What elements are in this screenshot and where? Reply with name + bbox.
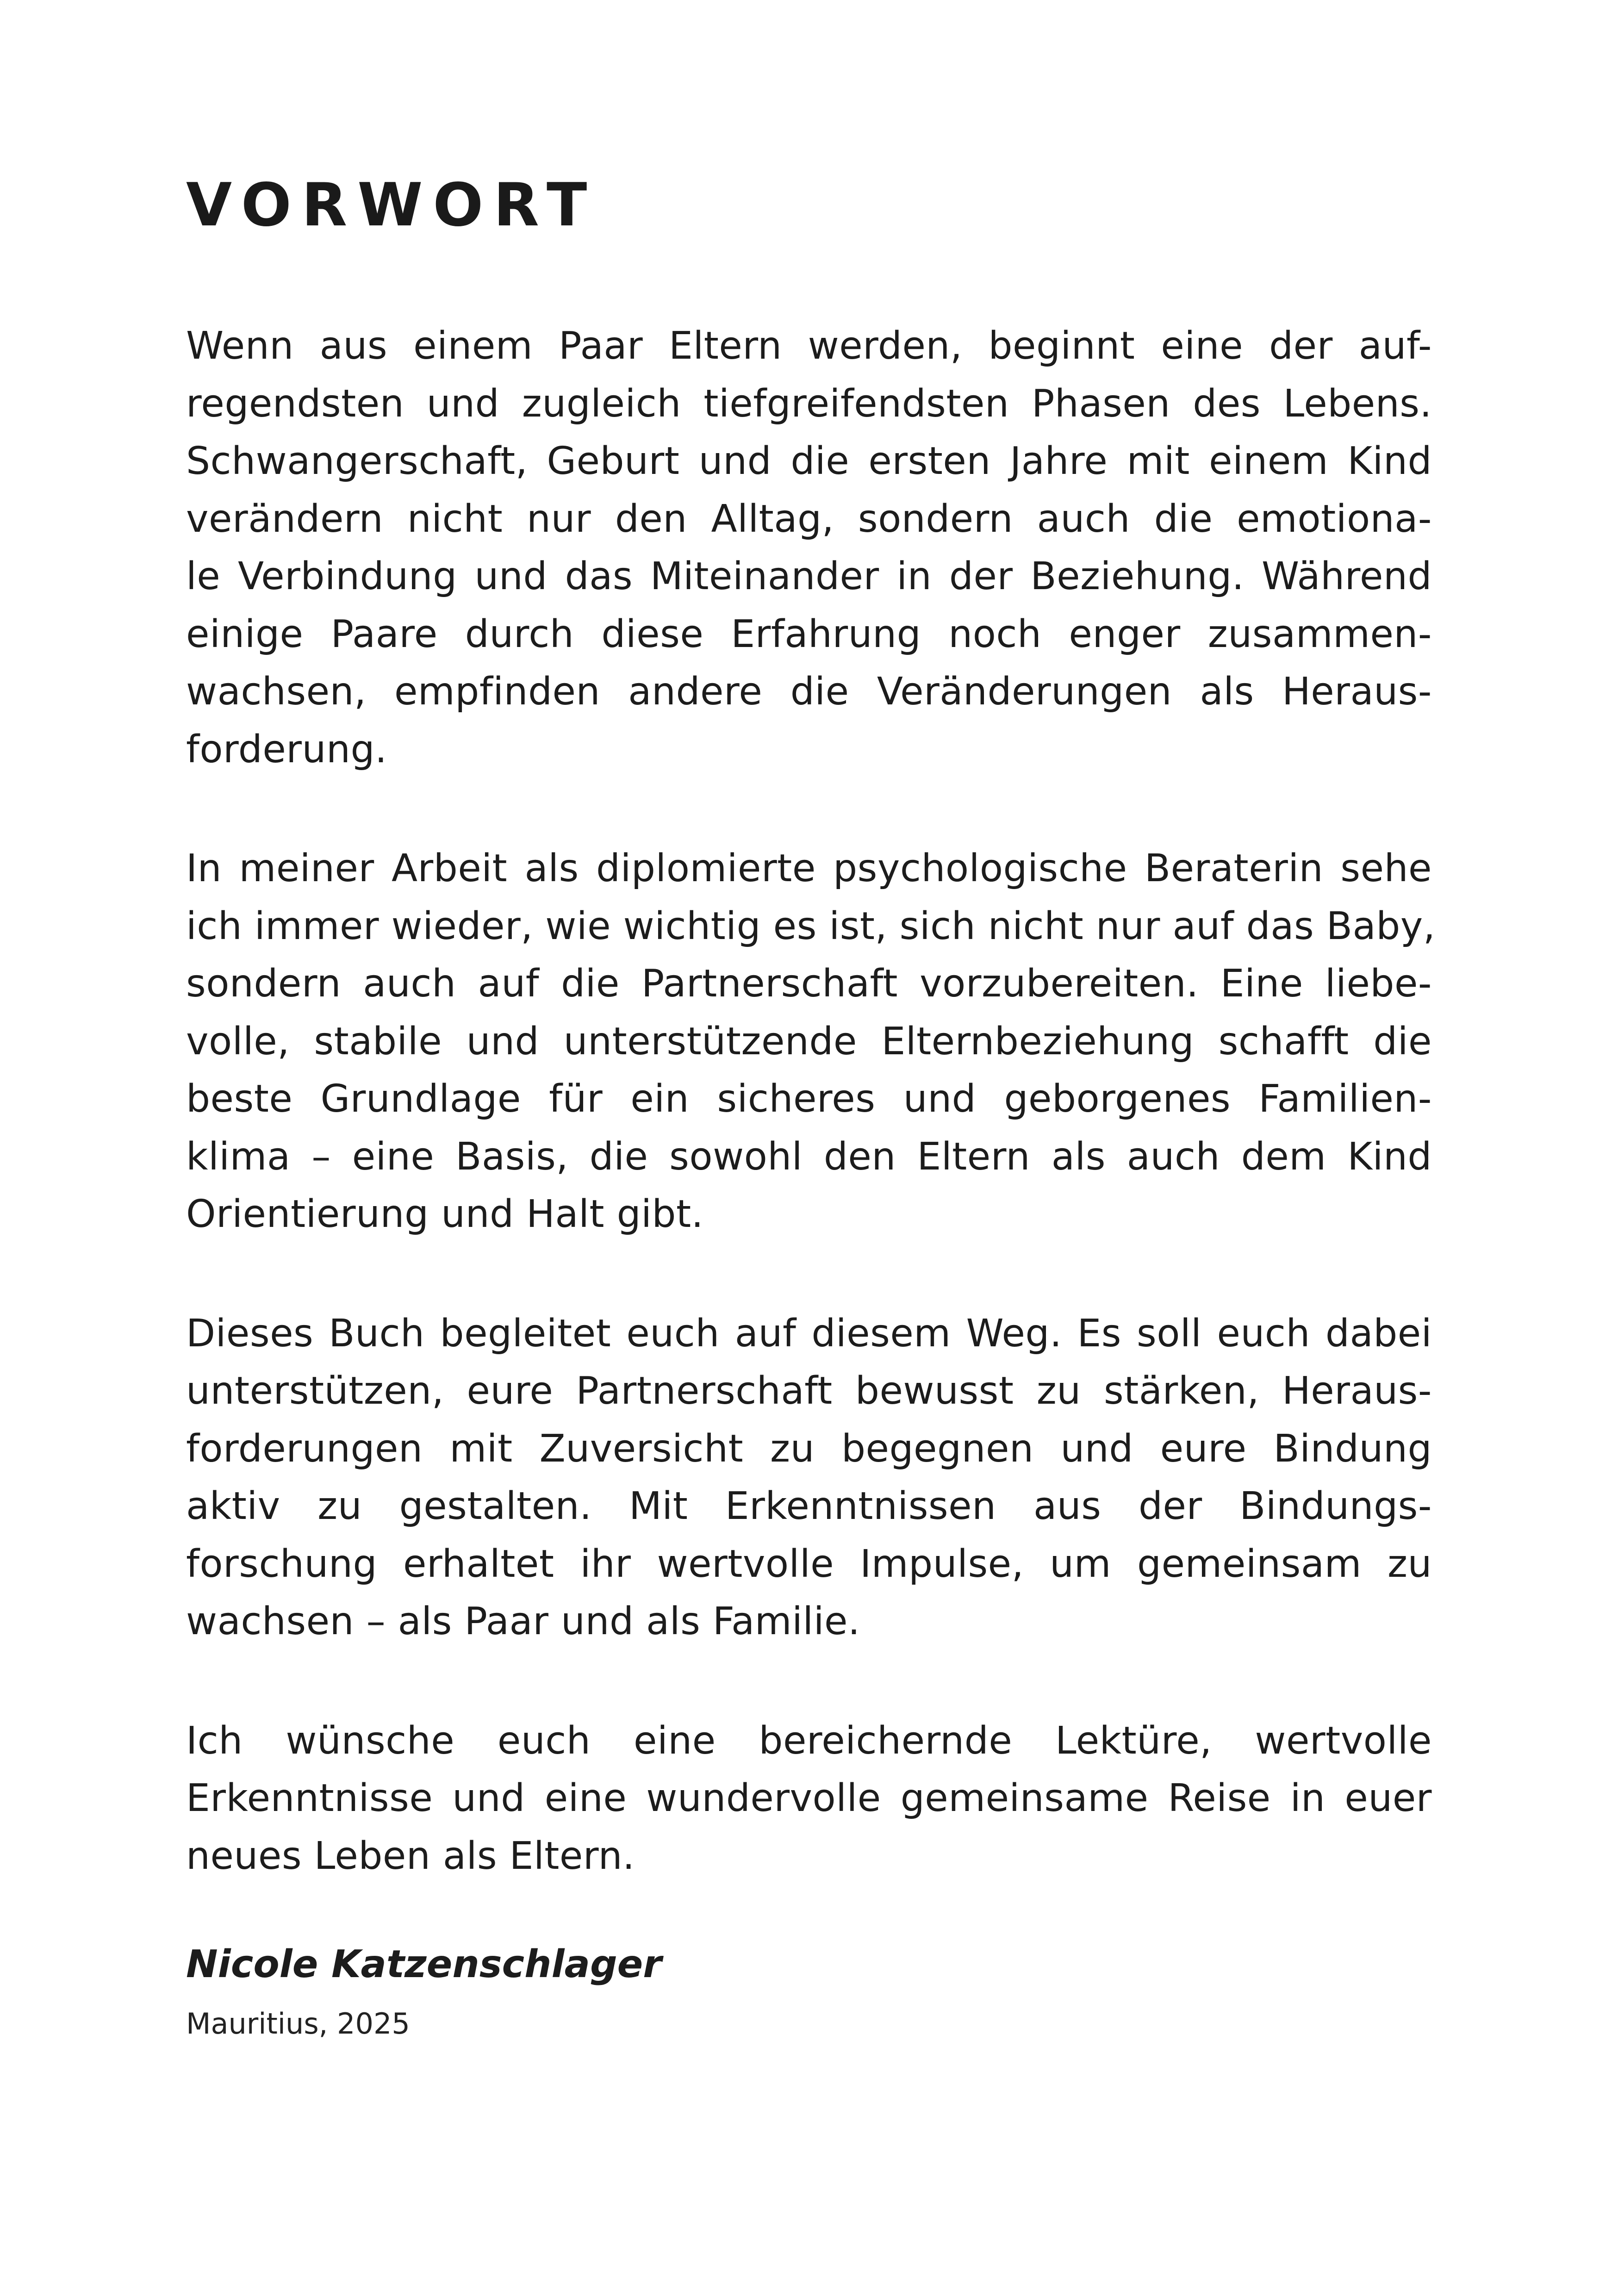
text-line: klima – eine Basis, die sowohl den Eltern als auch dem Kind: [186, 1134, 1432, 1179]
text-line: Orientierung und Halt gibt.: [186, 1192, 704, 1236]
author-signature: Nicole Katzenschlager: [186, 1942, 662, 1986]
foreword-body: [186, 317, 1436, 1885]
paragraph-1: [186, 317, 1432, 778]
place-date: Mauritius, 2025: [186, 2007, 410, 2041]
text-line: volle, stabile und unterstützende Elternbeziehung schafft die: [186, 1019, 1432, 1064]
text-line: Dieses Buch begleitet euch auf diesem Weg. Es soll euch dabei: [186, 1311, 1432, 1356]
text-line: aktiv zu gestalten. Mit Erkenntnissen aus der Bindungs-: [186, 1484, 1432, 1528]
text-line: Erkenntnisse und eine wundervolle gemeinsame Reise in euer: [186, 1776, 1432, 1820]
foreword-page: [186, 171, 1436, 2041]
text-line: unterstützen, eure Partnerschaft bewusst zu stärken, Heraus-: [186, 1369, 1432, 1413]
paragraph-4: [186, 1712, 1432, 1885]
text-line: beste Grundlage für ein sicheres und geborgenes Familien-: [186, 1077, 1432, 1121]
text-line: Schwangerschaft, Geburt und die ersten Jahre mit einem Kind: [186, 439, 1432, 483]
text-line: ich immer wieder, wie wichtig es ist, sich nicht nur auf das Baby,: [186, 904, 1436, 948]
text-line: forderung.: [186, 727, 387, 772]
text-line: Wenn aus einem Paar Eltern werden, beginnt eine der auf-: [186, 324, 1432, 368]
text-line: le Verbindung und das Miteinander in der Beziehung. Während: [186, 554, 1432, 598]
page-title: VORWORT: [186, 171, 597, 240]
text-line: verändern nicht nur den Alltag, sondern auch die emotiona-: [186, 497, 1432, 541]
text-line: regendsten und zugleich tiefgreifendsten Phasen des Lebens.: [186, 381, 1432, 426]
text-line: einige Paare durch diese Erfahrung noch enger zusammen-: [186, 612, 1432, 656]
text-line: forschung erhaltet ihr wertvolle Impulse, um gemeinsam zu: [186, 1542, 1432, 1586]
text-line: Ich wünsche euch eine bereichernde Lektüre, wertvolle: [186, 1718, 1432, 1763]
text-line: In meiner Arbeit als diplomierte psychologische Beraterin sehe: [186, 846, 1432, 890]
text-line: neues Leben als Eltern.: [186, 1834, 635, 1878]
text-line: forderungen mit Zuversicht zu begegnen und eure Bindung: [186, 1426, 1432, 1471]
text-line: wachsen – als Paar und als Familie.: [186, 1599, 860, 1643]
text-line: sondern auch auf die Partnerschaft vorzubereiten. Eine liebe-: [186, 962, 1432, 1006]
text-line: wachsen, empfinden andere die Veränderungen als Heraus-: [186, 670, 1432, 714]
paragraph-2: [186, 840, 1436, 1244]
paragraph-3: [186, 1305, 1432, 1651]
